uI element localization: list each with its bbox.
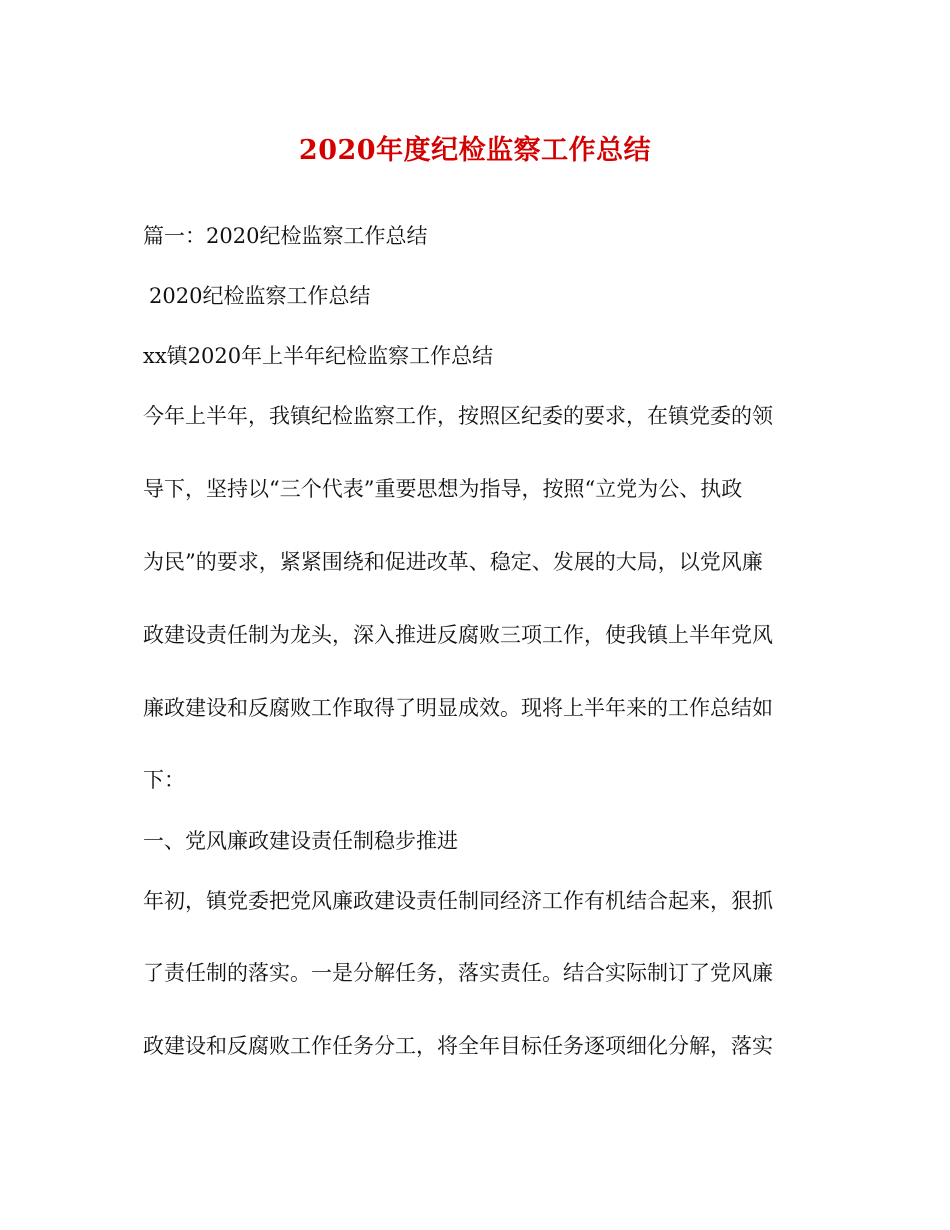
subtitle-line: 2020纪检监察工作总结: [149, 284, 371, 308]
paragraph-line: 下：: [143, 768, 185, 792]
paragraph-line: 了责任制的落实。一是分解任务，落实责任。结合实际制订了党风廉: [143, 961, 773, 985]
paragraph-line: 今年上半年，我镇纪检监察工作，按照区纪委的要求，在镇党委的领: [143, 404, 773, 428]
section-heading-part-one: 篇一：2020纪检监察工作总结: [143, 224, 428, 248]
paragraph-line: 为民”的要求，紧紧围绕和促进改革、稳定、发展的大局，以党风廉: [143, 550, 763, 574]
report-title-line: xx镇2020年上半年纪检监察工作总结: [143, 344, 494, 368]
paragraph-line: 廉政建设和反腐败工作取得了明显成效。现将上半年来的工作总结如: [143, 696, 773, 720]
paragraph-line: 政建设和反腐败工作任务分工，将全年目标任务逐项细化分解，落实: [143, 1034, 773, 1058]
paragraph-line: 年初，镇党委把党风廉政建设责任制同经济工作有机结合起来，狠抓: [143, 889, 773, 913]
paragraph-line: 政建设责任制为龙头，深入推进反腐败三项工作，使我镇上半年党风: [143, 623, 773, 647]
section-heading-one: 一、党风廉政建设责任制稳步推进: [143, 829, 458, 853]
paragraph-line: 导下，坚持以“三个代表”重要思想为指导，按照“立党为公、执政: [143, 477, 743, 501]
document-title: 2020年度纪检监察工作总结: [298, 135, 652, 166]
